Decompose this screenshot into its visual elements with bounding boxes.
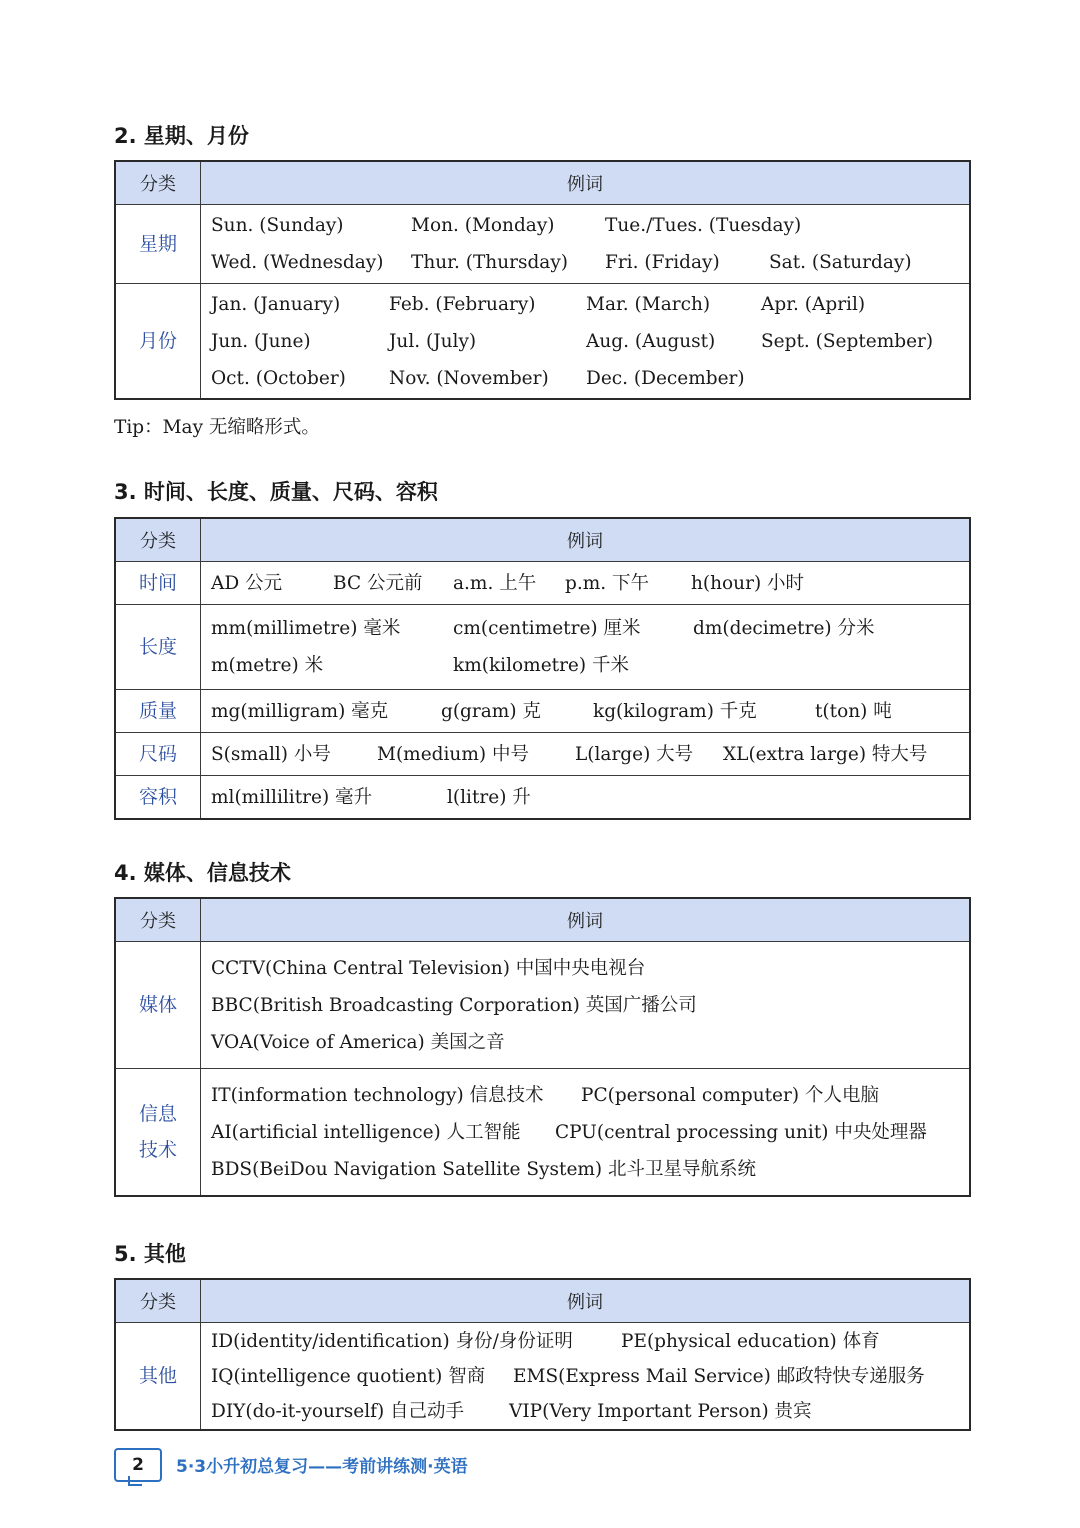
list-item: M(medium) 中号	[377, 743, 529, 765]
table-row	[211, 207, 969, 244]
list-item: CCTV(China Central Television) 中国中央电视台	[211, 957, 646, 979]
table-row	[211, 693, 969, 730]
list-item: dm(decimetre) 分米	[693, 618, 875, 639]
category-mass: 质量	[115, 690, 201, 733]
header-category: 分类	[115, 161, 201, 205]
list-item: cm(centimetre) 厘米	[453, 618, 641, 639]
list-item: Apr. (April)	[761, 293, 866, 315]
table-row	[211, 1324, 969, 1359]
list-item: CPU(central processing unit) 中央处理器	[555, 1121, 927, 1143]
table-row	[211, 1024, 969, 1061]
mass-cell	[201, 690, 971, 733]
list-item: l(litre) 升	[447, 786, 531, 808]
header-examples: 例词	[201, 1279, 971, 1323]
list-item: m(metre) 米	[211, 655, 324, 676]
list-item: EMS(Express Mail Service) 邮政特快专递服务	[513, 1365, 925, 1387]
table-row	[211, 286, 969, 323]
list-item: Mon. (Monday)	[411, 215, 555, 236]
category-media: 媒体	[115, 942, 201, 1069]
section-4-title: 4. 媒体、信息技术	[114, 861, 291, 885]
list-item: km(kilometre) 千米	[453, 655, 629, 676]
list-item: Jul. (July)	[389, 330, 477, 352]
length-cell	[201, 605, 971, 690]
section-3-title: 3. 时间、长度、质量、尺码、容积	[114, 480, 438, 504]
list-item: mm(millimetre) 毫米	[211, 618, 401, 639]
list-item: PE(physical education) 体育	[621, 1330, 880, 1352]
list-item: Nov. (November)	[389, 367, 549, 389]
category-it	[115, 1069, 201, 1197]
list-item: Jun. (June)	[211, 330, 311, 352]
list-item: IT(information technology) 信息技术	[211, 1084, 544, 1106]
list-item: DIY(do-it-yourself) 自己动手	[211, 1400, 465, 1422]
category-it-line2: 技术	[138, 1139, 177, 1161]
header-category: 分类	[115, 518, 201, 562]
table-row	[211, 244, 969, 281]
list-item: Fri. (Friday)	[605, 252, 720, 273]
list-item: Dec. (December)	[586, 367, 745, 389]
category-other: 其他	[115, 1323, 201, 1431]
list-item: t(ton) 吨	[815, 700, 892, 722]
list-item: BBC(British Broadcasting Corporation) 英国广播公司	[211, 994, 697, 1016]
section-2-title: 2. 星期、月份	[114, 124, 249, 148]
list-item: ml(millilitre) 毫升	[211, 786, 373, 808]
size-cell	[201, 733, 971, 776]
list-item: XL(extra large) 特大号	[723, 743, 928, 765]
other-table	[114, 1278, 971, 1431]
category-months: 月份	[115, 284, 201, 400]
page-number-tail	[128, 1476, 142, 1486]
table-row	[211, 1114, 969, 1151]
table-row	[211, 1151, 969, 1188]
list-item: Wed. (Wednesday)	[211, 252, 384, 273]
table-row	[211, 1359, 969, 1394]
list-item: ID(identity/identification) 身份/身份证明	[211, 1330, 573, 1352]
header-category: 分类	[115, 898, 201, 942]
list-item: S(small) 小号	[211, 743, 331, 765]
list-item: p.m. 下午	[565, 572, 650, 594]
list-item: Sun. (Sunday)	[211, 215, 344, 236]
list-item: PC(personal computer) 个人电脑	[581, 1084, 879, 1106]
list-item: h(hour) 小时	[691, 572, 805, 594]
list-item: VOA(Voice of America) 美国之音	[211, 1031, 505, 1053]
list-item: VIP(Very Important Person) 贵宾	[509, 1400, 812, 1422]
list-item: Sat. (Saturday)	[769, 252, 912, 273]
table-row	[211, 779, 969, 816]
list-item: AD 公元	[211, 572, 283, 594]
category-weekdays: 星期	[115, 205, 201, 284]
list-item: BC 公元前	[333, 572, 423, 594]
category-time: 时间	[115, 562, 201, 605]
table-row	[211, 323, 969, 360]
list-item: mg(milligram) 毫克	[211, 700, 389, 722]
table-row	[211, 736, 969, 773]
book-title: 5·3小升初总复习——考前讲练测·英语	[176, 1457, 468, 1477]
list-item: L(large) 大号	[575, 743, 694, 765]
section-5-title: 5. 其他	[114, 1242, 186, 1266]
category-it-line1: 信息	[138, 1103, 177, 1125]
table-row	[211, 1077, 969, 1114]
media-cell	[201, 942, 971, 1069]
list-item: g(gram) 克	[441, 700, 541, 722]
category-length: 长度	[115, 605, 201, 690]
list-item: Mar. (March)	[586, 293, 711, 315]
list-item: AI(artificial intelligence) 人工智能	[211, 1121, 521, 1143]
header-category: 分类	[115, 1279, 201, 1323]
table-row	[211, 1394, 969, 1429]
list-item: a.m. 上午	[453, 572, 537, 594]
list-item: Tue./Tues. (Tuesday)	[605, 215, 802, 236]
page-number: 2	[114, 1448, 162, 1482]
list-item: Sept. (September)	[761, 330, 934, 352]
tip-note: Tip：May 无缩略形式。	[114, 417, 320, 438]
list-item: Thur. (Thursday)	[411, 252, 569, 273]
list-item: IQ(intelligence quotient) 智商	[211, 1365, 486, 1387]
list-item: BDS(BeiDou Navigation Satellite System) 北斗卫星导航系统	[211, 1158, 757, 1180]
volume-cell	[201, 776, 971, 820]
weekdays-months-table	[114, 160, 971, 400]
category-volume: 容积	[115, 776, 201, 820]
weekdays-cell	[201, 205, 971, 284]
it-cell	[201, 1069, 971, 1197]
header-examples: 例词	[201, 518, 971, 562]
other-cell	[201, 1323, 971, 1431]
table-row	[211, 950, 969, 987]
table-row	[211, 360, 969, 397]
table-row	[211, 647, 969, 684]
table-row	[211, 987, 969, 1024]
list-item: Jan. (January)	[211, 293, 341, 315]
media-it-table	[114, 897, 971, 1197]
list-item: Feb. (February)	[389, 293, 536, 315]
units-table	[114, 517, 971, 820]
header-examples: 例词	[201, 161, 971, 205]
list-item: kg(kilogram) 千克	[593, 700, 757, 722]
table-row	[211, 610, 969, 647]
time-cell	[201, 562, 971, 605]
months-cell	[201, 284, 971, 400]
list-item: Aug. (August)	[586, 330, 716, 352]
table-row	[211, 565, 969, 602]
header-examples: 例词	[201, 898, 971, 942]
list-item: Oct. (October)	[211, 367, 346, 389]
category-size: 尺码	[115, 733, 201, 776]
